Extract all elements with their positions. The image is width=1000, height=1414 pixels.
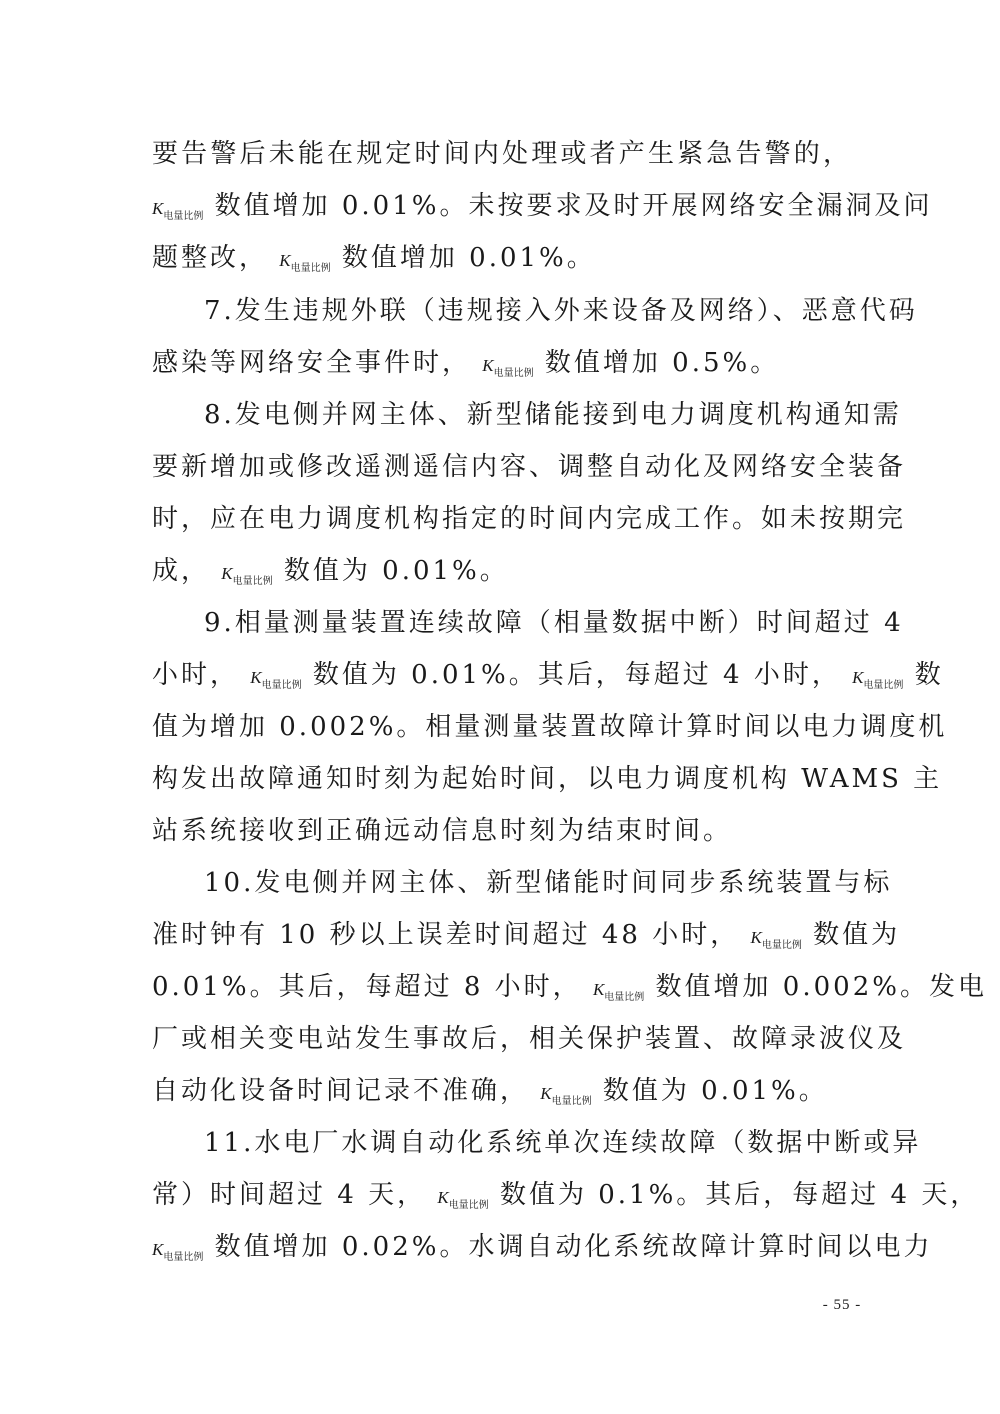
text-segment: 数值为 0.01%。 bbox=[602, 1076, 828, 1106]
text-segment: 7.发生违规外联（违规接入外来设备及网络）、恶意代码 bbox=[204, 296, 918, 326]
k-ratio-symbol: K电量比例 bbox=[750, 928, 802, 951]
text-segment: 常）时间超过 4 天， bbox=[152, 1180, 427, 1210]
text-segment: 数值增加 0.02%。水调自动化系统故障计算时间以电力 bbox=[214, 1232, 933, 1262]
text-segment: 构发出故障通知时刻为起始时间，以电力调度机构 WAMS 主 bbox=[152, 764, 943, 794]
text-segment: 时，应在电力调度机构指定的时间内完成工作。如未按期完 bbox=[152, 504, 907, 534]
text-line bbox=[152, 707, 948, 747]
text-line bbox=[204, 395, 902, 435]
text-segment: 厂或相关变电站发生事故后，相关保护装置、故障录波仪及 bbox=[152, 1024, 907, 1054]
text-segment: 10.发电侧并网主体、新型储能时间同步系统装置与标 bbox=[204, 868, 893, 898]
text-segment: 数值为 0.01%。其后，每超过 4 小时， bbox=[312, 660, 841, 690]
text-line bbox=[204, 291, 918, 331]
text-line bbox=[152, 1071, 852, 1111]
text-line bbox=[152, 655, 944, 695]
text-segment: 自动化设备时间记录不准确， bbox=[152, 1076, 530, 1106]
text-segment: 数值增加 0.002%。发电 bbox=[655, 972, 987, 1002]
text-line bbox=[152, 1175, 980, 1215]
text-line bbox=[152, 499, 907, 539]
text-segment: 要新增加或修改遥测遥信内容、调整自动化及网络安全装备 bbox=[152, 452, 907, 482]
text-segment: 11.水电厂水调自动化系统单次连续故障（数据中断或异 bbox=[204, 1128, 922, 1158]
text-line bbox=[152, 915, 901, 955]
text-line bbox=[152, 811, 852, 851]
k-ratio-symbol: K电量比例 bbox=[221, 564, 273, 587]
text-line bbox=[204, 1123, 922, 1163]
text-line bbox=[152, 134, 852, 174]
text-line bbox=[152, 343, 852, 383]
text-line bbox=[152, 186, 933, 226]
text-segment: 数 bbox=[914, 660, 944, 690]
k-ratio-symbol: K电量比例 bbox=[592, 980, 645, 1003]
text-segment: 数值为 bbox=[813, 920, 901, 950]
k-ratio-symbol: K电量比例 bbox=[437, 1188, 489, 1211]
k-ratio-symbol: K电量比例 bbox=[152, 1240, 204, 1263]
text-line bbox=[152, 551, 852, 591]
text-segment: 题整改， bbox=[152, 243, 269, 273]
text-segment: 值为增加 0.002%。相量测量装置故障计算时间以电力调度机 bbox=[152, 712, 948, 742]
text-segment: 0.01%。其后，每超过 8 小时， bbox=[152, 972, 582, 1002]
text-segment: 数值增加 0.5%。 bbox=[544, 348, 780, 378]
text-line bbox=[152, 447, 907, 487]
text-segment: 要告警后未能在规定时间内处理或者产生紧急告警的， bbox=[152, 139, 852, 169]
k-ratio-symbol: K电量比例 bbox=[482, 356, 534, 379]
text-segment: 站系统接收到正确远动信息时刻为结束时间。 bbox=[152, 816, 733, 846]
text-segment: 小时， bbox=[152, 660, 240, 690]
text-line bbox=[152, 238, 852, 278]
text-line bbox=[204, 603, 904, 643]
k-ratio-symbol: K电量比例 bbox=[540, 1084, 592, 1107]
page-number: - 55 - bbox=[822, 1297, 862, 1313]
text-segment: 感染等网络安全事件时， bbox=[152, 348, 472, 378]
text-segment: 成， bbox=[152, 556, 211, 586]
text-line bbox=[152, 759, 943, 799]
text-segment: 9.相量测量装置连续故障（相量数据中断）时间超过 4 bbox=[204, 608, 904, 638]
text-line bbox=[152, 967, 987, 1007]
k-ratio-symbol: K电量比例 bbox=[152, 199, 204, 222]
k-ratio-symbol: K电量比例 bbox=[279, 251, 331, 274]
text-segment: 数值增加 0.01%。未按要求及时开展网络安全漏洞及问 bbox=[214, 191, 933, 221]
text-segment: 数值增加 0.01%。 bbox=[341, 243, 596, 273]
k-ratio-symbol: K电量比例 bbox=[852, 668, 904, 691]
text-line bbox=[152, 1227, 933, 1267]
k-ratio-symbol: K电量比例 bbox=[250, 668, 302, 691]
text-line bbox=[204, 863, 893, 903]
text-segment: 数值为 0.1%。其后，每超过 4 天， bbox=[499, 1180, 980, 1210]
text-segment: 数值为 0.01%。 bbox=[283, 556, 509, 586]
text-segment: 准时钟有 10 秒以上误差时间超过 48 小时， bbox=[152, 920, 740, 950]
text-segment: 8.发电侧并网主体、新型储能接到电力调度机构通知需 bbox=[204, 400, 902, 430]
text-line bbox=[152, 1019, 907, 1059]
